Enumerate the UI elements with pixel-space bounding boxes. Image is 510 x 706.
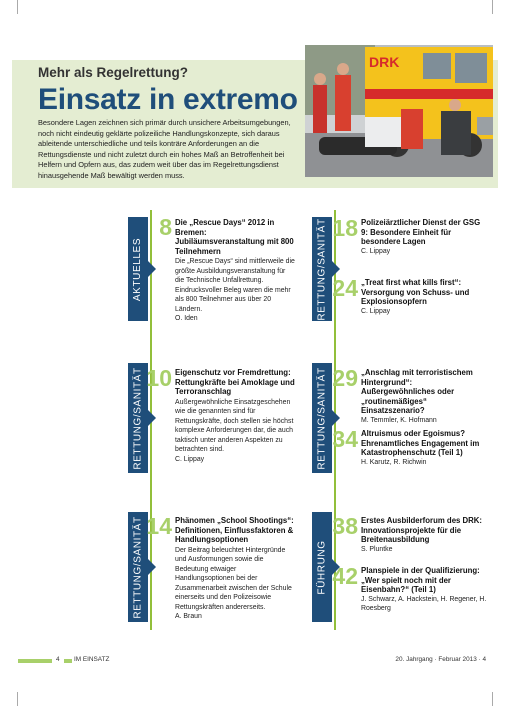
section-tab-rettung-sanitaet: RETTUNG/SANITÄT bbox=[128, 512, 148, 622]
article-author: O. Iden bbox=[175, 315, 198, 323]
page-title: Einsatz in extremo bbox=[38, 83, 298, 116]
section-tab-rettung-sanitaet: RETTUNG/SANITÄT bbox=[128, 363, 148, 473]
section-tab-aktuelles: AKTUELLES bbox=[128, 217, 148, 321]
footer-page-number: 4 bbox=[56, 656, 60, 663]
article-title: Planspiele in der Qualifizierung: „Wer spielt noch mit der Eisenbahn?“ (Teil 1) bbox=[361, 566, 480, 595]
article-author: C. Lippay bbox=[361, 307, 391, 315]
page-number: 14 bbox=[146, 513, 172, 539]
page-number: 42 bbox=[332, 563, 358, 589]
crop-mark bbox=[17, 692, 18, 706]
article-author: J. Schwarz, A. Hackstein, H. Regener, H. Roesberg bbox=[361, 595, 487, 613]
section-tab-rettung-sanitaet: RETTUNG/SANITÄT bbox=[312, 217, 332, 321]
kicker: Mehr als Regelrettung? bbox=[38, 65, 189, 80]
page-number: 24 bbox=[332, 275, 358, 301]
article-description: Der Beitrag beleuchtet Hintergründe und Ausformungen sowie die Bedeutung etwaiger Handlungsoptionen bei der Zusammenarbeit zwischen der Schule einerseits und den Polizeisowie Rettungskräften andererseits. bbox=[175, 546, 292, 611]
page-number: 38 bbox=[332, 513, 358, 539]
section-tab-fuehrung: FÜHRUNG bbox=[312, 512, 332, 622]
article-description: Außergewöhnliche Einsatzgeschehen wie die genannten sind für Rettungskräfte, doch stellen sie höchst komplexe Anforderungen dar, die auch taktisch unter anderen Aspekten zu betrachten sind. bbox=[175, 398, 294, 454]
tab-pointer bbox=[148, 410, 156, 426]
crop-mark bbox=[492, 0, 493, 14]
article-author: A. Braun bbox=[175, 613, 202, 621]
tab-pointer bbox=[148, 559, 156, 575]
article-author: M. Temmler, K. Hofmann bbox=[361, 416, 437, 424]
page-number: 29 bbox=[332, 365, 358, 391]
ambulance-lettering: DRK bbox=[369, 54, 400, 70]
article-title: Die „Rescue Days“ 2012 in Bremen: Jubiläumsveranstaltung mit 800 Teilnehmern bbox=[175, 218, 294, 256]
article-author: C. Lippay bbox=[175, 455, 205, 463]
page-number: 34 bbox=[332, 426, 358, 452]
page-number: 10 bbox=[146, 365, 172, 391]
article[interactable] bbox=[175, 218, 295, 324]
page-number: 18 bbox=[332, 215, 358, 241]
tab-pointer bbox=[148, 261, 156, 277]
article[interactable] bbox=[361, 278, 487, 316]
article[interactable] bbox=[361, 516, 487, 554]
article-title: Erstes Ausbilderforum des DRK: Innovationsprojekte für die Breitenausbildung bbox=[361, 516, 483, 545]
section-tab-rettung-sanitaet: RETTUNG/SANITÄT bbox=[312, 363, 332, 473]
article[interactable] bbox=[175, 368, 295, 464]
article-description: Die „Rescue Days“ sind mittlerweile die größte Ausbildungsveranstaltung für die Technische Unfallrettung. Eindrucksvoller Beleg waren die mehr als 800 Teilnehmer aus über 20 Ländern. bbox=[175, 258, 295, 313]
article-author: H. Karutz, R. Richwin bbox=[361, 458, 427, 466]
footer-issue-info: 20. Jahrgang · Februar 2013 · 4 bbox=[395, 656, 486, 663]
rescue-scene-illustration bbox=[305, 45, 493, 177]
article[interactable] bbox=[361, 218, 487, 256]
article-author: C. Lippay bbox=[361, 247, 391, 255]
article-title: „Anschlag mit terroristischem Hintergrund“: Außergewöhnliches oder „routinemäßiges“ Einsatzszenario? bbox=[361, 368, 473, 416]
article[interactable] bbox=[361, 429, 487, 467]
crop-mark bbox=[492, 692, 493, 706]
rescue-scene-photo bbox=[305, 45, 493, 177]
article-title: „Treat first what kills first“: Versorgung von Schuss- und Explosionsopfern bbox=[361, 278, 470, 307]
tab-pointer bbox=[332, 410, 340, 426]
footer-accent-bar bbox=[64, 659, 72, 663]
crop-mark bbox=[17, 0, 18, 14]
article-title: Polizeiärztlicher Dienst der GSG 9: Besondere Einheit für besondere Lagen bbox=[361, 218, 481, 247]
article[interactable] bbox=[175, 516, 295, 622]
article-author: S. Pluntke bbox=[361, 545, 393, 553]
footer-accent-bar bbox=[18, 659, 52, 663]
article[interactable] bbox=[361, 368, 487, 425]
article[interactable] bbox=[361, 566, 487, 614]
article-title: Eigenschutz vor Fremdrettung: Rettungkräfte bei Amoklage und Terroranschlag bbox=[175, 368, 295, 397]
article-title: Phänomen „School Shootings“: Definitionen, Einflussfaktoren & Handlungsoptionen bbox=[175, 516, 294, 545]
intro-text: Besondere Lagen zeichnen sich primär durch unsichere Arbeitsumgebungen, noch nicht eindeutig geklärte polizeiliche Handlungskonzepte, sich daraus ableitende unterschiedliche und teils konträre Anforderungen an die Rettungsdienste und nicht zuletzt durch ein hohes Maß an Betroffenheit bei Helfern und Opfern aus, das zudem weit über das im Regelrettungsdienst hinausgehende Maß bewältigt werden muss. bbox=[38, 118, 291, 180]
article-title: Altruismus oder Egoismus? Ehrenamtliches Engagement im Katastrophenschutz (Teil 1) bbox=[361, 429, 480, 458]
page-number: 8 bbox=[159, 214, 172, 240]
footer-magazine-name: IM EINSATZ bbox=[74, 656, 110, 663]
